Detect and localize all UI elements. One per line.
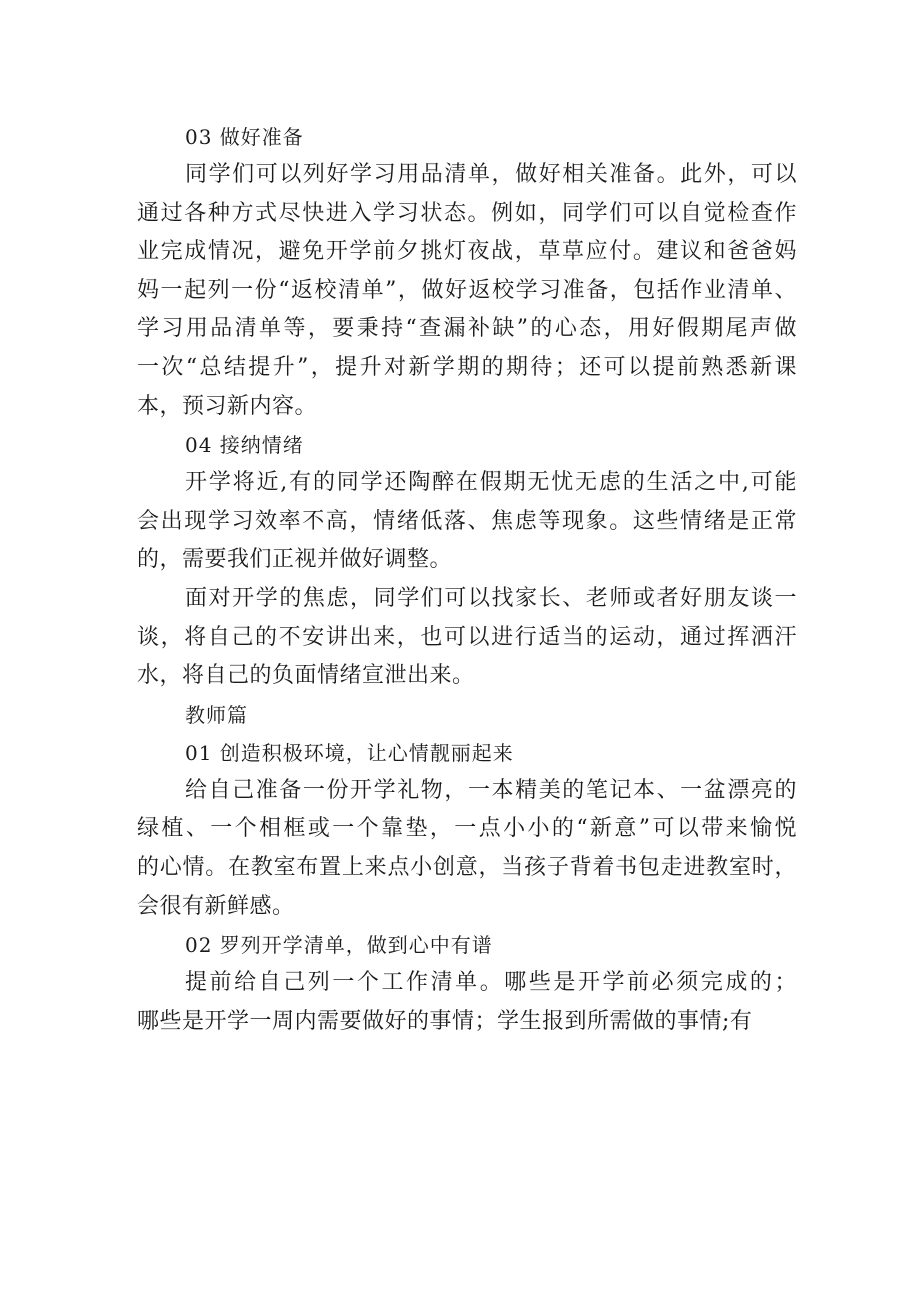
paragraph-line: 提前给自己列一个工作清单。哪些是开学前必须完成的； bbox=[185, 970, 797, 996]
paragraph-line: 同学们可以列好学习用品清单，做好相关准备。此外，可以 bbox=[185, 162, 797, 187]
paragraph-line: 的，需要我们正视并做好调整。 bbox=[137, 547, 453, 573]
paragraph-line: 本，预习新内容。 bbox=[137, 393, 318, 419]
paragraph-line: 水，将自己的负面情绪宣泄出来。 bbox=[137, 663, 475, 689]
paragraph-line: 学习用品清单等，要秉持“查漏补缺”的心态，用好假期尾声做 bbox=[137, 316, 797, 342]
paragraph-line: 业完成情况，避免开学前夕挑灯夜战，草草应付。建议和爸爸妈 bbox=[137, 239, 797, 265]
paragraph-line: 通过各种方式尽快进入学习状态。例如，同学们可以自觉检查作 bbox=[137, 200, 797, 226]
paragraph-line: 会出现学习效率不高，情绪低落、焦虑等现象。这些情绪是正常 bbox=[137, 508, 797, 534]
section-heading: 03 做好准备 bbox=[185, 125, 304, 149]
section-heading: 02 罗列开学清单，做到心中有谱 bbox=[185, 933, 493, 958]
section-heading: 01 创造积极环境，让心情靓丽起来 bbox=[185, 740, 514, 765]
paragraph-line: 会很有新鲜感。 bbox=[137, 893, 295, 919]
paragraph-line: 给自己准备一份开学礼物，一本精美的笔记本、一盆漂亮的 bbox=[185, 777, 797, 803]
paragraph-line: 一次“总结提升”，提升对新学期的期待；还可以提前熟悉新课 bbox=[137, 354, 797, 380]
paragraph-line: 妈一起列一份“返校清单”，做好返校学习准备，包括作业清单、 bbox=[137, 277, 797, 303]
paragraph-line: 的心情。在教室布置上来点小创意，当孩子背着书包走进教室时， bbox=[137, 854, 797, 880]
section-heading: 教师篇 bbox=[185, 702, 248, 727]
paragraph-line: 哪些是开学一周内需要做好的事情；学生报到所需做的事情;有 bbox=[137, 1008, 753, 1034]
paragraph-line: 面对开学的焦虑，同学们可以找家长、老师或者好朋友谈一 bbox=[185, 585, 797, 611]
document-body bbox=[137, 118, 797, 1041]
paragraph-line: 绿植、一个相框或一个靠垫，一点小小的“新意”可以带来愉悦 bbox=[137, 816, 797, 842]
paragraph-line: 开学将近,有的同学还陶醉在假期无忧无虑的生活之中,可能 bbox=[185, 470, 797, 496]
paragraph-line: 谈，将自己的不安讲出来，也可以进行适当的运动，通过挥洒汗 bbox=[137, 624, 797, 650]
section-heading: 04 接纳情绪 bbox=[185, 433, 304, 458]
